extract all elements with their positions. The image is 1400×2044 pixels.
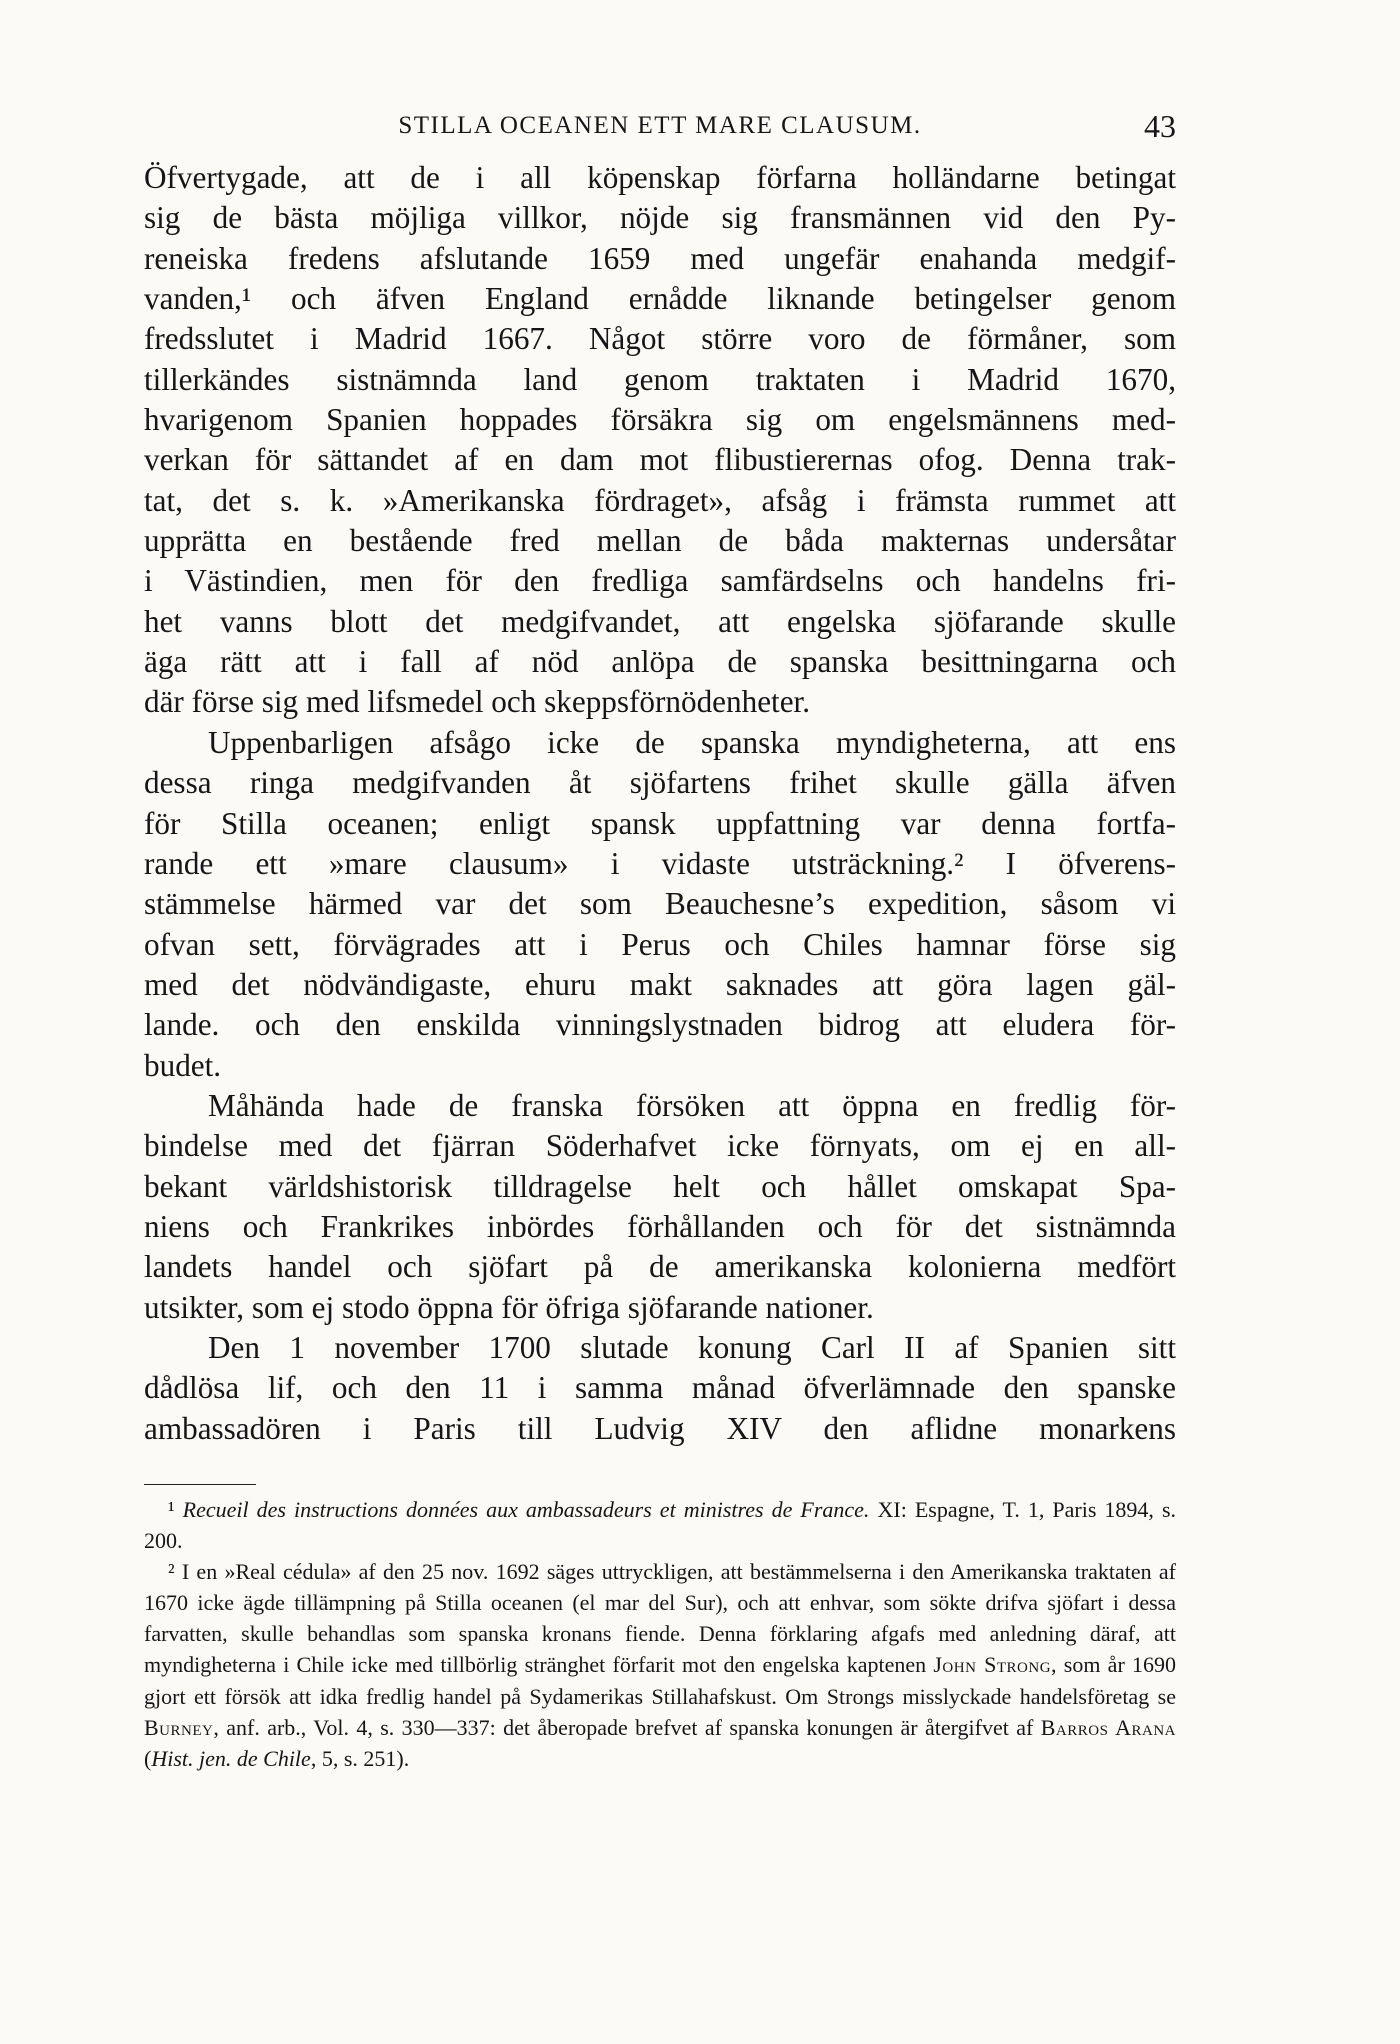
text-line: utsikter, som ej stodo öppna för öfriga sjöfarande nationer. bbox=[144, 1289, 874, 1325]
text-line: landets handel och sjöfart på de amerikanska kolonierna medfört bbox=[144, 1249, 1176, 1285]
text-line: stämmelse härmed var det som Beauchesne’s expedition, såsom vi bbox=[144, 886, 1176, 922]
text-line: Öfvertygade, att de i all köpenskap förfarna holländarne betingat bbox=[144, 160, 1176, 195]
running-head bbox=[144, 108, 1176, 148]
text-line: Den 1 november 1700 slutade konung Carl II af Spanien sitt bbox=[208, 1329, 1176, 1365]
body-text bbox=[144, 158, 1176, 1449]
author-name: Burney bbox=[144, 1714, 214, 1740]
text-line: äga rätt att i fall af nöd anlöpa de spanska besittningarna och bbox=[144, 644, 1176, 680]
footnote-marker: ² bbox=[168, 1559, 175, 1585]
text-line: lande. och den enskilda vinningslystnaden bidrog att eludera för- bbox=[144, 1007, 1176, 1043]
text-line: hvarigenom Spanien hoppades försäkra sig om engelsmännens med- bbox=[144, 402, 1176, 438]
footnote-2 bbox=[144, 1556, 1176, 1774]
text-line: Måhända hade de franska försöken att öppna en fredlig för- bbox=[208, 1087, 1176, 1123]
footnote-1 bbox=[144, 1494, 1176, 1556]
footnote-marker: ¹ bbox=[168, 1497, 175, 1522]
text-line: budet. bbox=[144, 1047, 222, 1083]
text-line: sig de bästa möjliga villkor, nöjde sig fransmännen vid den Py- bbox=[144, 200, 1176, 236]
footnote-citation-title: Recueil des instructions données aux ambassadeurs et ministres de France. bbox=[182, 1497, 870, 1522]
footnotes bbox=[144, 1494, 1176, 1774]
text-line: dådlösa lif, och den 11 i samma månad öfverlämnade den spanske bbox=[144, 1370, 1176, 1406]
text-line: bekant världshistorisk tilldragelse helt och hållet omskapat Spa- bbox=[144, 1168, 1176, 1204]
text-line: Uppenbarligen afsågo icke de spanska myndigheterna, att ens bbox=[208, 724, 1176, 760]
footnote-text: , som år 1690 gjort ett försök att idka fredlig handel på Sydamerikas Stillahafskust. Om Strongs misslyckade handelsföretag se bbox=[144, 1652, 1177, 1709]
text-line: dessa ringa medgifvanden åt sjöfartens frihet skulle gälla äfven bbox=[144, 765, 1176, 801]
paragraph-1 bbox=[144, 158, 1176, 723]
text-line: niens och Frankrikes inbördes förhållanden och för det sistnämnda bbox=[144, 1208, 1176, 1244]
text-line: i Västindien, men för den fredliga samfärdselns och handelns fri- bbox=[144, 563, 1176, 599]
text-line: med det nödvändigaste, ehuru makt saknades att göra lagen gäl- bbox=[144, 966, 1176, 1002]
footnote-text: , 5, s. 251). bbox=[310, 1745, 410, 1771]
text-line: tillerkändes sistnämnda land genom traktaten i Madrid 1670, bbox=[144, 361, 1176, 397]
text-line: upprätta en bestående fred mellan de båda makternas undersåtar bbox=[144, 523, 1176, 559]
text-line: vanden,¹ och äfven England ernådde liknande betingelser genom bbox=[144, 281, 1176, 317]
paragraph-2 bbox=[144, 723, 1176, 1086]
footnote-text: , anf. arb., Vol. 4, s. 330—337: det åberopade brefvet af spanska konungen är återgifvet af bbox=[213, 1714, 1034, 1740]
text-line: fredsslutet i Madrid 1667. Något större voro de förmåner, som bbox=[144, 321, 1176, 357]
footnote-citation-rest: XI: Espagne, T. 1, Paris 1894, s. 200. bbox=[144, 1497, 1177, 1554]
paragraph-4 bbox=[144, 1328, 1176, 1449]
footnote-text: I en »Real cédula» af den 25 nov. 1692 säges uttryckligen, att bestämmelserna i den Amerikanska traktaten af 1670 icke ägde tillämpning på Stilla oceanen (el mar del Sur), och att enhvar, som sökte drifva sjöfart i dessa farvatten, skulle behandlas som spanska kronans fiende. Denna förklaring afgafs med anledning däraf, att myndigheterna i Chile icke med tillbörlig stränghet förfarit mot den engelska kaptenen bbox=[144, 1559, 1176, 1678]
text-line: för Stilla oceanen; enligt spansk uppfattning var denna fortfa- bbox=[144, 805, 1176, 841]
paragraph-3 bbox=[144, 1086, 1176, 1328]
text-line: verkan för sättandet af en dam mot flibustierernas ofog. Denna trak- bbox=[144, 442, 1176, 478]
text-line: tat, det s. k. »Amerikanska fördraget», afsåg i främsta rummet att bbox=[144, 482, 1176, 518]
text-line: reneiska fredens afslutande 1659 med ungefär enahanda medgif- bbox=[144, 240, 1176, 276]
text-line: ofvan sett, förvägrades att i Perus och Chiles hamnar förse sig bbox=[144, 926, 1176, 962]
footnote-rule bbox=[144, 1484, 256, 1485]
author-name: John Strong bbox=[933, 1652, 1052, 1678]
text-line: där förse sig med lifsmedel och skeppsförnödenheter. bbox=[144, 684, 811, 720]
text-line: ambassadören i Paris till Ludvig XIV den aflidne monarkens bbox=[144, 1410, 1176, 1446]
running-head-title: STILLA OCEANEN ETT MARE CLAUSUM. bbox=[398, 112, 922, 139]
author-name: Barros Arana bbox=[1040, 1714, 1177, 1740]
text-line: rande ett »mare clausum» i vidaste utsträckning.² I öfverens- bbox=[144, 845, 1176, 881]
text-line: het vanns blott det medgifvandet, att engelska sjöfarande skulle bbox=[144, 603, 1176, 639]
page-number: 43 bbox=[1144, 108, 1176, 144]
footnote-citation-title: Hist. jen. de Chile bbox=[151, 1745, 311, 1771]
footnote-text: ( bbox=[144, 1745, 152, 1771]
text-line: bindelse med det fjärran Söderhafvet icke förnyats, om ej en all- bbox=[144, 1128, 1176, 1164]
